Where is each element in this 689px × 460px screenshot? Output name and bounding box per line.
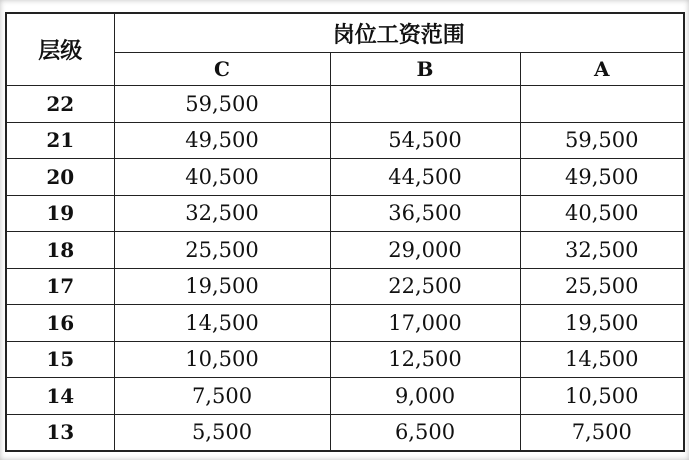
salary-cell-b: 54,500	[330, 122, 520, 159]
table-row	[6, 305, 684, 342]
table-row	[6, 195, 684, 232]
salary-cell-b: 17,000	[330, 305, 520, 342]
level-cell: 22	[6, 86, 114, 123]
salary-cell-b: 22,500	[330, 268, 520, 305]
salary-cell-c: 59,500	[114, 86, 330, 123]
column-header-b: B	[330, 53, 520, 86]
table-row	[6, 122, 684, 159]
salary-cell-c: 5,500	[114, 414, 330, 451]
salary-cell-a: 40,500	[520, 195, 684, 232]
salary-cell-a: 59,500	[520, 122, 684, 159]
salary-cell-b: 6,500	[330, 414, 520, 451]
table-row	[6, 268, 684, 305]
salary-cell-c: 25,500	[114, 232, 330, 269]
salary-range-table	[5, 12, 685, 452]
salary-cell-c: 14,500	[114, 305, 330, 342]
salary-cell-b: 12,500	[330, 341, 520, 378]
level-cell: 18	[6, 232, 114, 269]
salary-cell-c: 7,500	[114, 378, 330, 415]
level-cell: 16	[6, 305, 114, 342]
salary-cell-a: 25,500	[520, 268, 684, 305]
salary-range-header: 岗位工资范围	[114, 13, 684, 53]
salary-cell-c: 32,500	[114, 195, 330, 232]
salary-cell-b	[330, 86, 520, 123]
column-header-c: C	[114, 53, 330, 86]
salary-cell-a: 7,500	[520, 414, 684, 451]
level-cell: 14	[6, 378, 114, 415]
salary-cell-a: 49,500	[520, 159, 684, 196]
table-row	[6, 378, 684, 415]
table-row	[6, 86, 684, 123]
column-header-a: A	[520, 53, 684, 86]
salary-cell-c: 40,500	[114, 159, 330, 196]
salary-cell-c: 49,500	[114, 122, 330, 159]
table-row	[6, 341, 684, 378]
salary-cell-b: 9,000	[330, 378, 520, 415]
level-header: 层级	[6, 13, 114, 86]
level-cell: 17	[6, 268, 114, 305]
level-cell: 20	[6, 159, 114, 196]
salary-cell-b: 29,000	[330, 232, 520, 269]
salary-cell-a: 14,500	[520, 341, 684, 378]
salary-cell-b: 44,500	[330, 159, 520, 196]
level-cell: 19	[6, 195, 114, 232]
level-cell: 13	[6, 414, 114, 451]
salary-cell-c: 10,500	[114, 341, 330, 378]
salary-cell-a: 10,500	[520, 378, 684, 415]
salary-cell-a	[520, 86, 684, 123]
table-row	[6, 414, 684, 451]
level-cell: 21	[6, 122, 114, 159]
salary-cell-a: 32,500	[520, 232, 684, 269]
table-row	[6, 232, 684, 269]
salary-cell-c: 19,500	[114, 268, 330, 305]
table-row	[6, 159, 684, 196]
level-cell: 15	[6, 341, 114, 378]
salary-cell-a: 19,500	[520, 305, 684, 342]
salary-cell-b: 36,500	[330, 195, 520, 232]
